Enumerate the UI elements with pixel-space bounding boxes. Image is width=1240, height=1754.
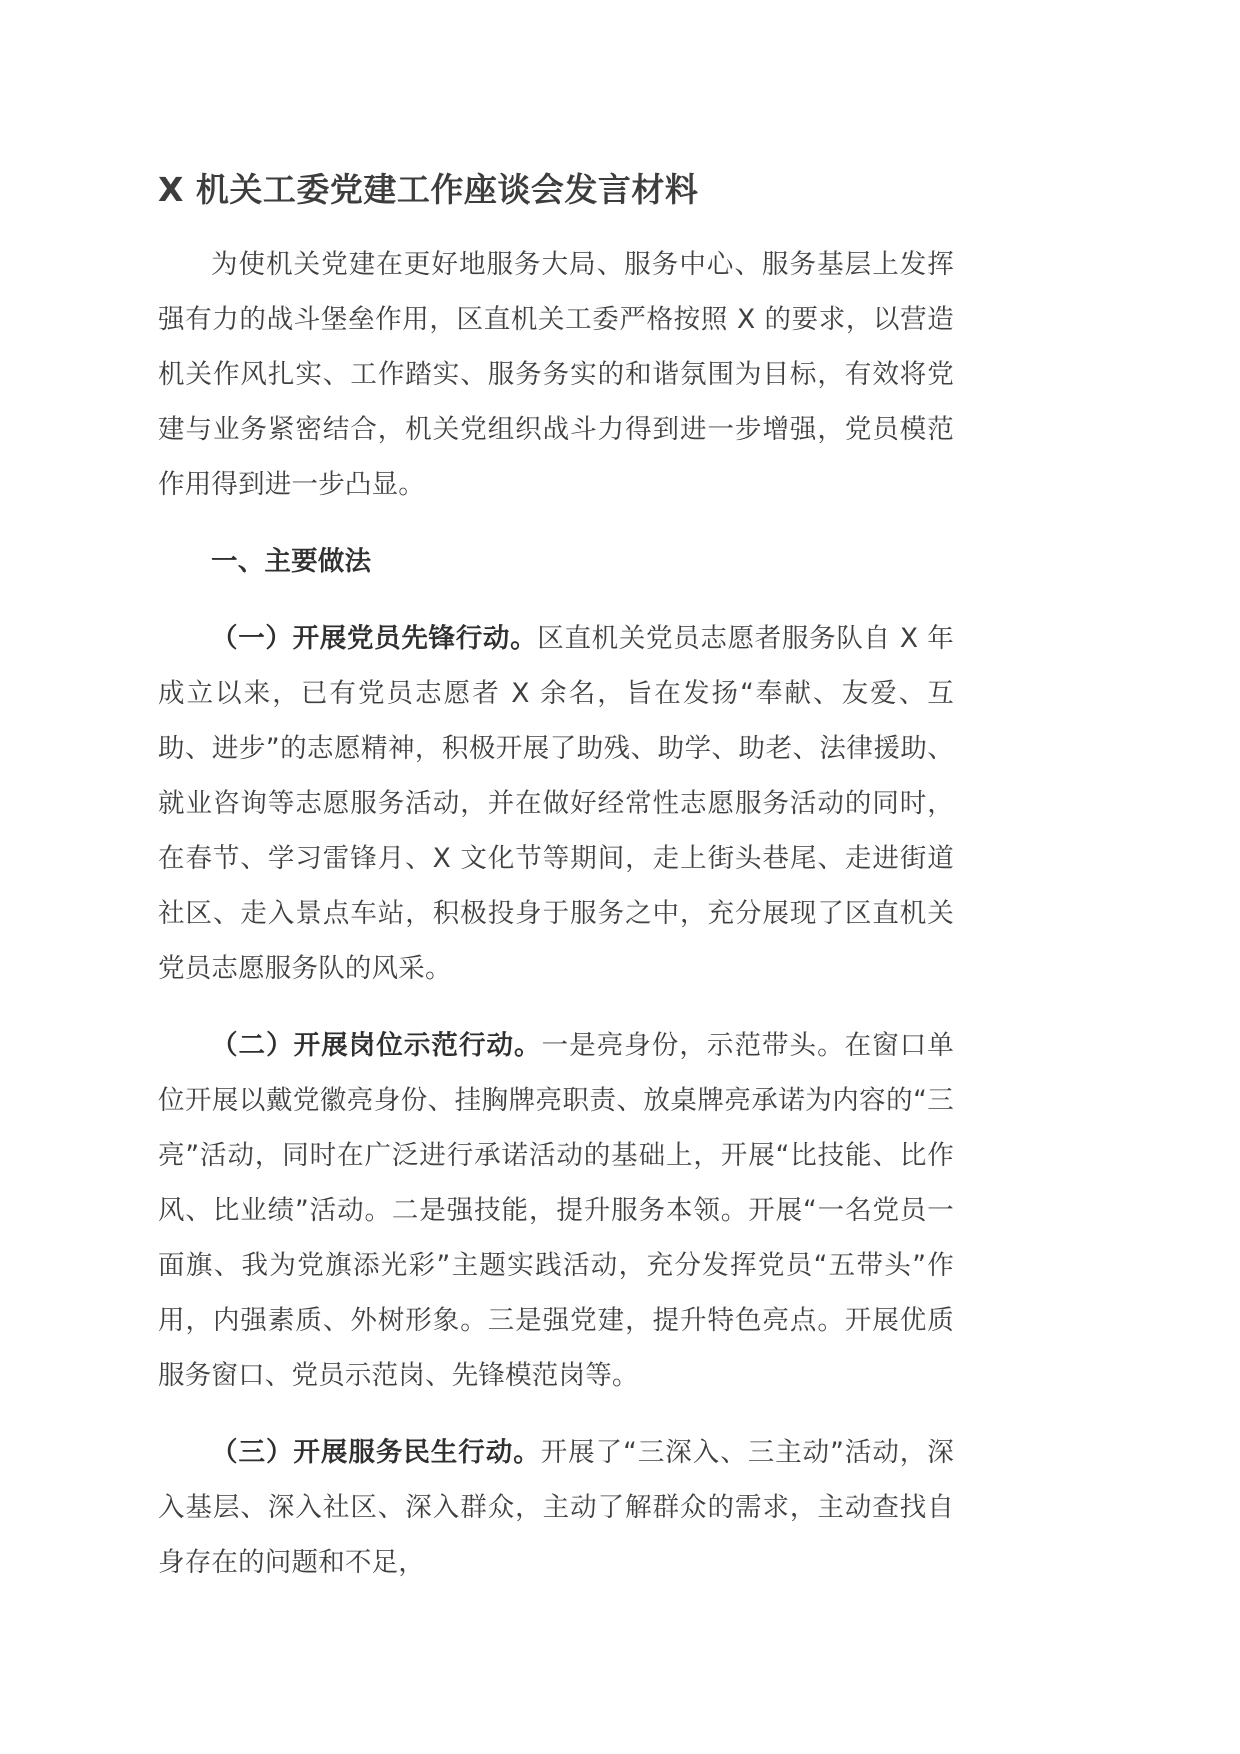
paragraph-intro: 为使机关党建在更好地服务大局、服务中心、服务基层上发挥强有力的战斗堡垒作用，区直机关工委严格按照 X 的要求，以营造机关作风扎实、工作踏实、服务务实的和谐氛围为目标，有效将党建与业务紧密结合，机关党组织战斗力得到进一步增强，党员模范作用得到进一步凸显。 <box>158 248 954 500</box>
paragraph-item-1 <box>158 611 954 996</box>
paragraph-item-1-lead: （一）开展党员先锋行动。 <box>211 622 538 654</box>
paragraph-item-2 <box>158 1018 954 1403</box>
page-title: X 机关工委党建工作座谈会发言材料 <box>158 170 699 209</box>
section-heading-1: 一、主要做法 <box>211 545 372 577</box>
paragraph-item-2-text: 一是亮身份，示范带头。在窗口单位开展以戴党徽亮身份、挂胸牌亮职责、放桌牌亮承诺为内容的“三亮”活动，同时在广泛进行承诺活动的基础上，开展“比技能、比作风、比业绩”活动。二是强技能，提升服务本领。开展“一名党员一面旗、我为党旗添光彩”主题实践活动，充分发挥党员“五带头”作用，内强素质、外树形象。三是强党建，提升特色亮点。开展优质服务窗口、党员示范岗、先锋模范岗等。 <box>158 1029 955 1391</box>
paragraph-item-2-lead: （二）开展岗位示范行动。 <box>211 1029 542 1061</box>
paragraph-item-1-text: 区直机关党员志愿者服务队自 X 年成立以来，已有党员志愿者 X 余名，旨在发扬“奉献、友爱、互助、进步”的志愿精神，积极开展了助残、助学、助老、法律援助、就业咨询等志愿服务活动，并在做好经常性志愿服务活动的同时，在春节、学习雷锋月、X 文化节等期间，走上街头巷尾、走进街道社区、走入景点车站，积极投身于服务之中，充分展现了区直机关党员志愿服务队的风采。 <box>158 622 954 984</box>
document-content <box>158 168 954 1590</box>
paragraph-item-3-lead: （三）开展服务民生行动。 <box>211 1436 541 1468</box>
paragraph-item-3-text: 开展了“三深入、三主动”活动，深入基层、深入社区、深入群众，主动了解群众的需求，主动查找自身存在的问题和不足， <box>158 1436 954 1578</box>
paragraph-item-3 <box>158 1425 954 1590</box>
